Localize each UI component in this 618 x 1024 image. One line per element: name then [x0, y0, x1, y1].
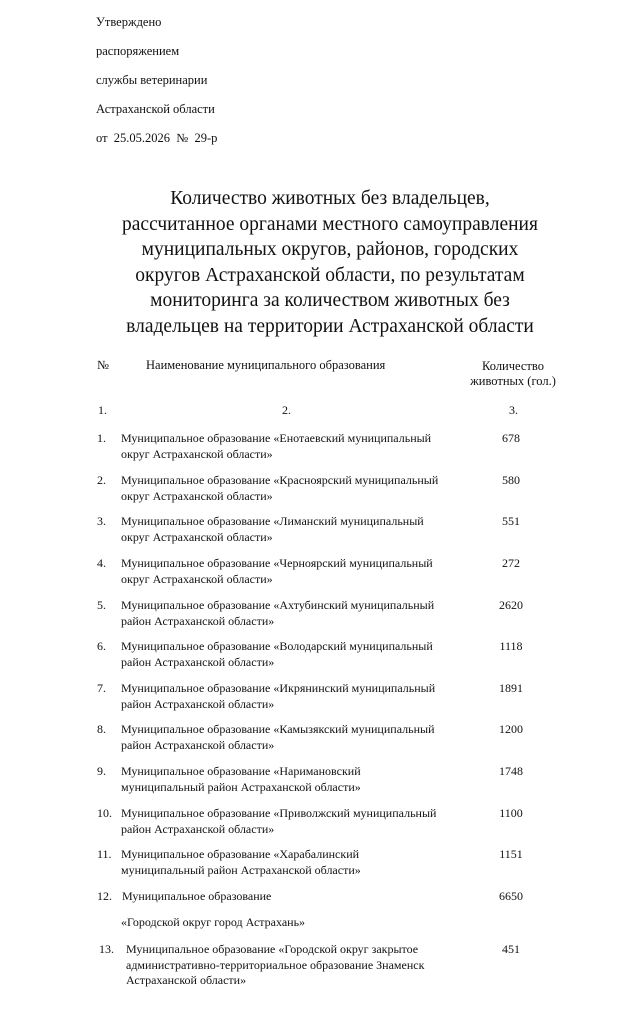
row-name-line: Муниципальное образование «Володарский муниципальный — [121, 639, 433, 653]
row-name-line: муниципальный район Астраханской области» — [121, 862, 361, 877]
row-name — [121, 847, 466, 878]
title-line: муниципальных округов, районов, городских — [141, 239, 519, 260]
row-count: 678 — [502, 431, 520, 445]
column-index: 1. — [98, 403, 107, 417]
row-count: 1891 — [499, 681, 523, 695]
row-count: 1151 — [499, 847, 523, 861]
row-count: 1118 — [499, 639, 523, 653]
row-name — [121, 681, 466, 712]
row-name-line: район Астраханской области» — [121, 654, 275, 669]
row-name — [121, 639, 466, 670]
row-count: 272 — [502, 556, 520, 570]
row-number: 3. — [97, 514, 106, 528]
row-name-line: район Астраханской области» — [121, 696, 275, 711]
header-name: Наименование муниципального образования — [146, 358, 386, 372]
row-name — [121, 514, 466, 545]
row-name-line: Муниципальное образование «Икрянинский муниципальный — [121, 681, 436, 695]
row-count: 2620 — [499, 598, 523, 612]
approval-stamp — [96, 14, 217, 159]
row-name-line: Муниципальное образование — [122, 889, 272, 903]
row-name — [126, 942, 456, 989]
header-count-line: Количество — [482, 359, 544, 373]
row-number: 13. — [99, 942, 114, 956]
row-number: 5. — [97, 598, 106, 612]
row-name-line: административно-территориальное образование Знаменск — [126, 957, 425, 972]
row-name-line: округ Астраханской области» — [121, 488, 273, 503]
row-name — [121, 431, 466, 462]
approval-date-number: от 25.05.2026 № 29-р — [96, 131, 218, 145]
row-name-line: Муниципальное образование «Городской округ закрытое — [126, 942, 419, 956]
title-line: владельцев на территории Астраханской области — [126, 315, 534, 337]
row-number: 6. — [97, 639, 106, 653]
row-name-line: Муниципальное образование «Наримановский — [121, 764, 361, 778]
row-name-line: Астраханской области» — [126, 973, 247, 987]
row-number: 4. — [97, 556, 106, 570]
row-name-line: «Городской округ город Астрахань» — [121, 915, 306, 929]
document-title — [60, 186, 600, 339]
row-name-line: Муниципальное образование «Приволжский муниципальный — [121, 806, 437, 820]
row-name-line: Муниципальное образование «Енотаевский муниципальный — [121, 431, 432, 445]
header-count — [448, 359, 578, 389]
row-name-line: район Астраханской области» — [121, 737, 275, 752]
title-line: Количество животных без владельцев, — [170, 188, 490, 209]
title-line: рассчитанное органами местного самоуправления — [122, 213, 538, 235]
row-name-line: Муниципальное образование «Ахтубинский муниципальный — [121, 598, 435, 612]
row-count: 1100 — [499, 806, 523, 820]
row-name-line: район Астраханской области» — [121, 613, 275, 628]
row-number: 10. — [97, 806, 112, 820]
approval-line: службы ветеринарии — [96, 73, 208, 87]
row-name-line: Муниципальное образование «Харабалинский — [121, 847, 360, 861]
row-name — [121, 764, 466, 795]
row-name-line: Муниципальное образование «Лиманский муниципальный — [121, 514, 424, 528]
row-name — [121, 722, 466, 753]
row-name-line: округ Астраханской области» — [121, 571, 273, 586]
row-name — [121, 806, 466, 837]
row-number: 8. — [97, 722, 106, 736]
title-line: округов Астраханской области, по результатам — [135, 264, 525, 286]
row-name-line: округ Астраханской области» — [121, 529, 273, 544]
row-count: 1200 — [499, 722, 523, 736]
approval-line: Астраханской области — [96, 102, 215, 116]
column-index: 2. — [282, 403, 291, 417]
row-name-line: муниципальный район Астраханской области» — [121, 779, 361, 794]
row-number: 2. — [97, 473, 106, 487]
title-line: мониторинга за количеством животных без — [150, 290, 510, 311]
row-name-line: Муниципальное образование «Красноярский муниципальный — [121, 473, 439, 487]
row-name — [121, 556, 466, 587]
row-number: 11. — [97, 847, 112, 861]
approval-line: распоряжением — [96, 44, 180, 58]
row-name — [121, 473, 466, 504]
header-count-line: животных (гол.) — [470, 374, 556, 388]
row-count: 451 — [502, 942, 520, 956]
row-number: 12. — [97, 889, 112, 903]
approval-line: Утверждено — [96, 15, 162, 29]
column-index: 3. — [509, 403, 518, 417]
row-name — [121, 598, 466, 629]
row-name-line: округ Астраханской области» — [121, 446, 273, 461]
row-count: 6650 — [499, 889, 523, 903]
row-count: 1748 — [499, 764, 523, 778]
row-name-line: Муниципальное образование «Черноярский муниципальный — [121, 556, 433, 570]
row-count: 580 — [502, 473, 520, 487]
row-name-line: район Астраханской области» — [121, 821, 275, 836]
row-name-line: Муниципальное образование «Камызякский муниципальный — [121, 722, 435, 736]
row-number: 1. — [97, 431, 106, 445]
row-count: 551 — [502, 514, 520, 528]
row-number: 7. — [97, 681, 106, 695]
row-number: 9. — [97, 764, 106, 778]
header-number: № — [97, 358, 109, 372]
